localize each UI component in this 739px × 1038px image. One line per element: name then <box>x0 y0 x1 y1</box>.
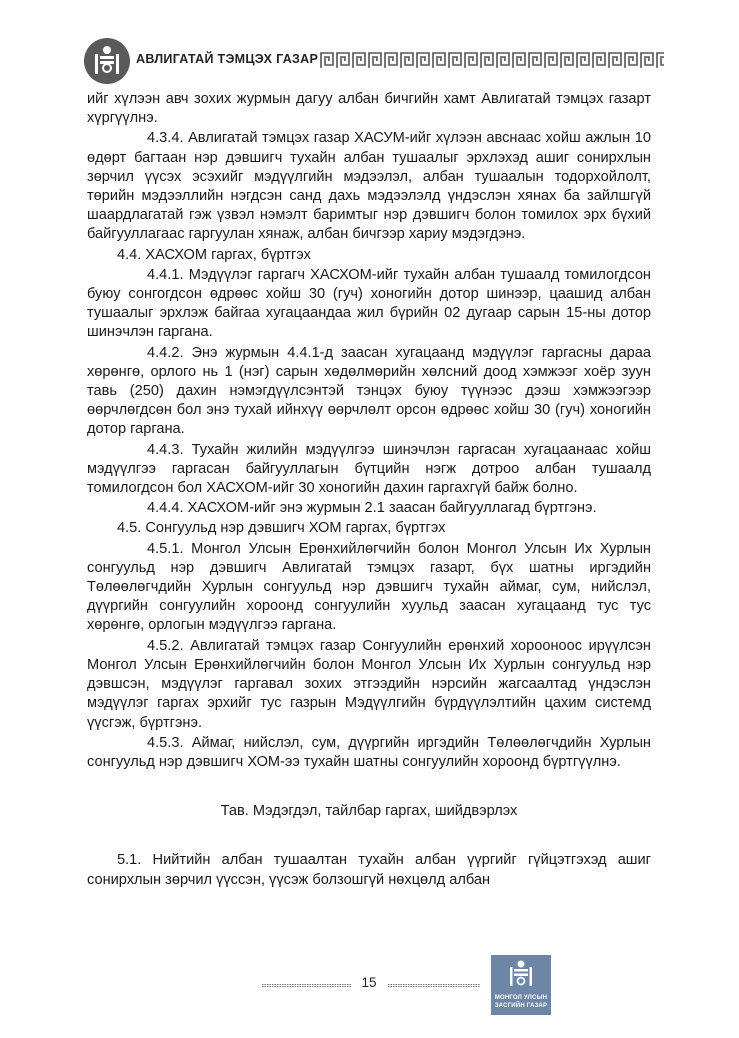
section-heading-4-4: 4.4. ХАСХОМ гаргах, бүртгэх <box>117 246 311 263</box>
paragraph-5-1: 5.1. Нийтийн албан тушаалтан тухайн албан үүргийг гүйцэтгэхэд ашиг сонирхлын зөрчил үүссэн, үүсэж болзошгүй нөхцөлд албан <box>87 852 651 888</box>
ornament-border-icon <box>320 50 664 70</box>
footer-rule-right <box>388 983 480 988</box>
paragraph-4-3-4: 4.3.4. Авлигатай тэмцэх газар ХАСУМ-ийг хүлээн авснаас хойш ажлын 10 өдөрт багтаан нэр дэвшигч тухайн албан тушаалыг эрхлэхэд ашиг сонирхлын зөрчил үүсэх эсэхийг мэдүүлгийн мэдээлэл, албан тушаалын тодорхойлолт, төрийн мэдээллийн нэгдсэн санд дахь мэдээлэлд үндэслэн хянах ба зайлшгүй шаардлагатай гэж үзвэл нэмэлт баримтыг нэр дэвшигч болон томилох эрх бүхий байгууллагаас гаргуулан хянаж, албан бичгээр хариу мэдэгдэнэ. <box>87 130 651 243</box>
paragraph-4-4-4: 4.4.4. ХАСХОМ-ийг энэ журмын 2.1 заасан байгууллагад бүртгэнэ. <box>147 500 597 517</box>
soyombo-emblem-icon <box>84 38 130 84</box>
agency-title: АВЛИГАТАЙ ТЭМЦЭХ ГАЗАР <box>136 52 319 66</box>
page-header <box>84 38 664 84</box>
logo-line-2: ЗАСГИЙН ГАЗАР <box>494 1003 548 1009</box>
document-body <box>87 90 651 890</box>
paragraph-4-4-1: 4.4.1. Мэдүүлэг гаргагч ХАСХОМ-ийг тухайн албан тушаалд томилогдсон буюу сонгогдсон өдрөөс хойш 30 (гуч) хоногийн дотор шинээр, цаашид албан тушаалыг эрхлэж байгаа хугацаандаа жил бүрийн 02 дугаар сарын 15-ны дотор шинэчлэн гаргана. <box>87 266 651 341</box>
page-number: 15 <box>361 975 377 990</box>
chapter-title: Тав. Мэдэгдэл, тайлбар гаргах, шийдвэрлэх <box>220 803 518 820</box>
footer-rule-left <box>262 983 352 988</box>
paragraph-continued: ийг хүлээн авч зохих журмын дагуу албан бичгийн хамт Авлигатай тэмцэх газарт хүргүүлнэ. <box>87 91 651 127</box>
paragraph-4-5-2: 4.5.2. Авлигатай тэмцэх газар Сонгуулийн ерөнхий хорооноос ирүүлсэн Монгол Улсын Ерөнхийлөгчийн болон Монгол Улсын Их Хурлын сонгуульд нэр дэвшсэн, мэдүүлэг гаргавал зохих этгээдийн нэрсийн жагсаалтад үндэслэн мэдүүлэг гаргах эрхийг тус газрын Мэдүүлгийн бүрдүүлэлтийн цахим системд үүсгэж, бүртгэнэ. <box>87 637 651 731</box>
paragraph-4-4-3: 4.4.3. Тухайн жилийн мэдүүлгээ шинэчлэн гаргасан хугацаанаас хойш мэдүүлгээ гаргасан байгууллагын бүтцийн нэгж дотроо албан тушаалд томилогдсон бол ХАСХОМ-ийг 30 хоногийн дахин гаргахгүй байж болно. <box>87 441 651 497</box>
logo-line-1: МОНГОЛ УЛСЫН <box>494 995 548 1001</box>
government-logo <box>491 955 551 1015</box>
section-heading-4-5: 4.5. Сонгуульд нэр дэвшигч ХОМ гаргах, бүртгэх <box>117 520 446 537</box>
paragraph-4-5-3: 4.5.3. Аймаг, нийслэл, сум, дүүргийн иргэдийн Төлөөлөгчдийн Хурлын сонгуульд нэр дэвшигч ХОМ-ээ тухайн шатны сонгуулийн хороонд бүртгүүлнэ. <box>87 734 651 770</box>
paragraph-4-5-1: 4.5.1. Монгол Улсын Ерөнхийлөгчийн болон Монгол Улсын Их Хурлын сонгуульд нэр дэвшигч Авлигатай тэмцэх газарт, бүх шатны иргэдийн Төлөөлөгчдийн Хурлын сонгуульд нэр дэвшигч тухайн аймаг, сум, нийслэл, дүүргийн сонгуулийн хороонд сонгуулийн хуульд заасан хугацаанд тус тус хөрөнгө, орлогын мэдүүлгээ гаргана. <box>87 540 651 634</box>
soyombo-logo-icon <box>509 959 533 989</box>
paragraph-4-4-2: 4.4.2. Энэ журмын 4.4.1-д заасан хугацаанд мэдүүлэг гаргасны дараа хөрөнгө, орлого нь 1 (нэг) сарын хөдөлмөрийн хөлсний доод хэмжээг хоёр зуун тавь (250) дахин нэмэгдүүлсэнтэй тэнцэх буюу түүнээс дээш хэмжээгээр өөрчлөгдсөн бол энэ тухай ийнхүү өөрчлөлт орсон өдрөөс хойш 30 (гуч) хоногийн дотор гаргана. <box>87 344 651 438</box>
